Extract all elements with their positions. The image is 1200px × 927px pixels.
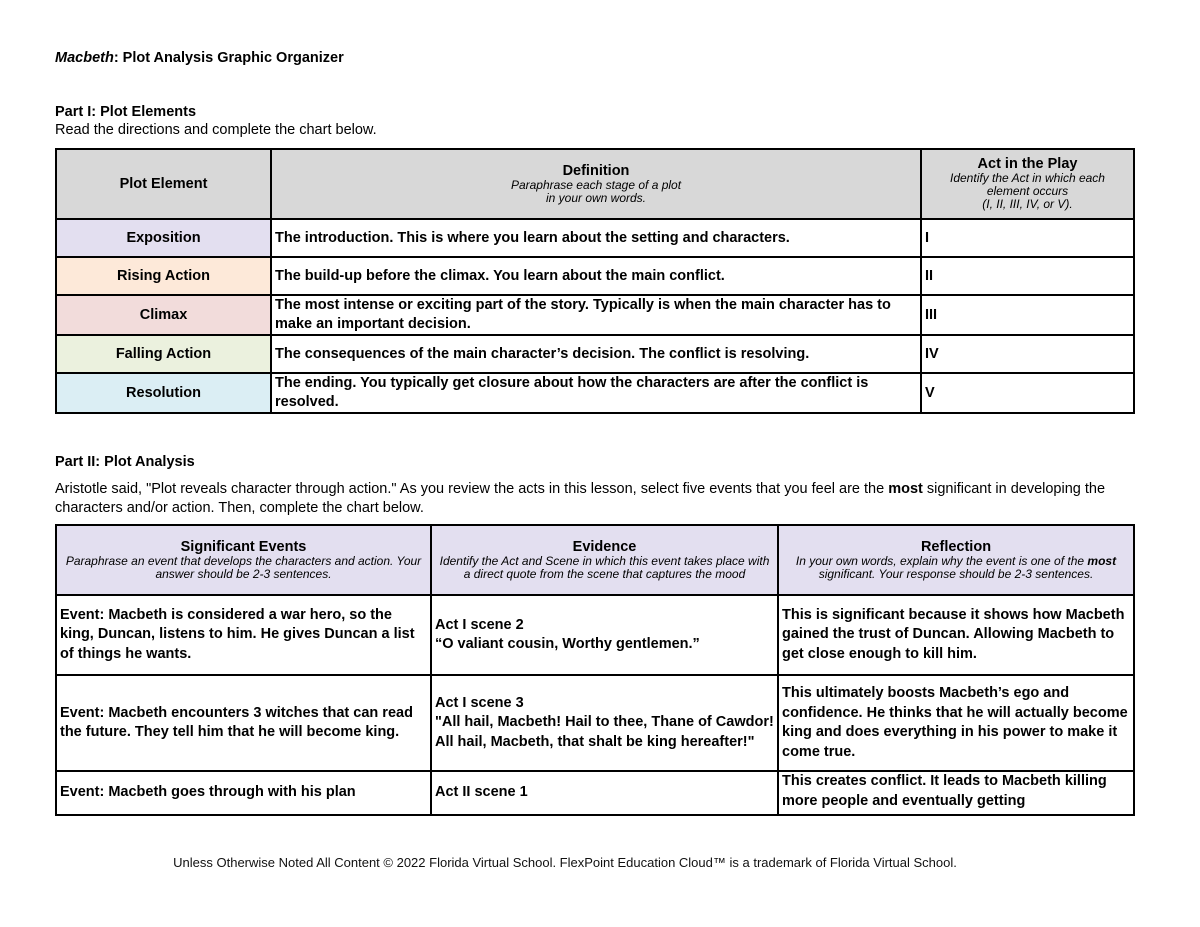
definition-instruction-2: in your own words. xyxy=(545,190,647,205)
evidence-cell[interactable]: Act I scene 2 “O valiant cousin, Worthy gentlemen.” xyxy=(431,595,778,675)
table-row xyxy=(56,675,1134,771)
definition-cell[interactable]: The ending. You typically get closure about how the characters are after the conflict is resolved. xyxy=(271,373,921,413)
table-row xyxy=(56,219,1134,257)
plot-element-cell: Resolution xyxy=(56,373,271,413)
header-evidence: Evidence Identify the Act and Scene in which this event takes place with a direct quote from the scene that captures the mood xyxy=(431,525,778,595)
plot-element-cell: Exposition xyxy=(56,219,271,257)
reflection-cell[interactable]: This ultimately boosts Macbeth’s ego and confidence. He thinks that he will actually become king and does everything in his power to make it come true. xyxy=(778,675,1134,771)
title-rest: : Plot Analysis Graphic Organizer xyxy=(113,50,344,66)
header-act: Act in the Play Identify the Act in which each element occurs (I, II, III, IV, or V). xyxy=(921,149,1134,219)
evidence-cell[interactable]: Act I scene 3 "All hail, Macbeth! Hail to thee, Thane of Cawdor! All hail, Macbeth, that shalt be king hereafter!" xyxy=(431,675,778,771)
reflection-cell[interactable]: This creates conflict. It leads to Macbeth killing more people and eventually getting xyxy=(778,771,1134,815)
plot-element-cell: Rising Action xyxy=(56,257,271,295)
part2-directions: Aristotle said, "Plot reveals character through action." As you review the acts in this lesson, select five events that you feel are the most significant in developing the characters and/or action. Then, complete the chart below. xyxy=(55,481,1106,516)
act-cell[interactable]: I xyxy=(921,219,1134,257)
table-row xyxy=(56,335,1134,373)
event-cell[interactable]: Event: Macbeth is considered a war hero, so the king, Duncan, listens to him. He gives Duncan a list of things he wants. xyxy=(56,595,431,675)
document-title xyxy=(55,50,344,66)
act-instruction-1: Identify the Act in which each xyxy=(950,171,1105,185)
act-instruction-3: (I, II, III, IV, or V). xyxy=(982,197,1073,211)
plot-element-cell: Falling Action xyxy=(56,335,271,373)
part2-heading: Part II: Plot Analysis xyxy=(55,454,195,470)
title-italic: Macbeth xyxy=(55,50,114,66)
part1-heading: Part I: Plot Elements xyxy=(55,104,197,120)
event-cell[interactable]: Event: Macbeth goes through with his plan xyxy=(56,771,431,815)
act-instruction-2: element occurs xyxy=(986,184,1069,198)
plot-element-cell: Climax xyxy=(56,295,271,335)
table-row xyxy=(56,771,1134,815)
table-header-row xyxy=(56,149,1134,219)
definition-cell[interactable]: The most intense or exciting part of the story. Typically is when the main character has to make an important decision. xyxy=(271,295,921,335)
part1-directions: Read the directions and complete the chart below. xyxy=(55,122,377,138)
definition-instruction-1: Paraphrase each stage of a plot xyxy=(510,177,682,192)
event-cell[interactable]: Event: Macbeth encounters 3 witches that can read the future. They tell him that he will become king. xyxy=(56,675,431,771)
directions-emphasis: most xyxy=(888,481,923,497)
table-row xyxy=(56,257,1134,295)
table-row xyxy=(56,373,1134,413)
table-row xyxy=(56,295,1134,335)
act-cell[interactable]: V xyxy=(921,373,1134,413)
definition-cell[interactable]: The build-up before the climax. You learn about the main conflict. xyxy=(271,257,921,295)
act-cell[interactable]: III xyxy=(921,295,1134,335)
act-cell[interactable]: IV xyxy=(921,335,1134,373)
table-header-row xyxy=(56,525,1134,595)
definition-cell[interactable]: The introduction. This is where you learn about the setting and characters. xyxy=(271,219,921,257)
plot-analysis-table xyxy=(55,524,1135,816)
header-significant-events: Significant Events Paraphrase an event that develops the characters and action. Your answer should be 2-3 sentences. xyxy=(56,525,431,595)
table-row xyxy=(56,595,1134,675)
reflection-instruction: In your own words, explain why the event is one of the most significant. Your response should be 2-3 sentences. xyxy=(795,553,1117,581)
act-cell[interactable]: II xyxy=(921,257,1134,295)
events-instruction: Paraphrase an event that develops the characters and action. Your answer should be 2-3 sentences. xyxy=(65,553,422,581)
header-plot-element: Plot Element xyxy=(56,149,271,219)
evidence-instruction: Identify the Act and Scene in which this event takes place with a direct quote from the scene that captures the mood xyxy=(439,553,770,581)
copyright-footer: Unless Otherwise Noted All Content © 2022 Florida Virtual School. FlexPoint Education Cloud™ is a trademark of Florida Virtual School. xyxy=(173,855,957,870)
plot-elements-table xyxy=(55,148,1135,414)
definition-cell[interactable]: The consequences of the main character’s decision. The conflict is resolving. xyxy=(271,335,921,373)
evidence-cell[interactable]: Act II scene 1 xyxy=(431,771,778,815)
reflection-cell[interactable]: This is significant because it shows how Macbeth gained the trust of Duncan. Allowing Macbeth to get close enough to kill him. xyxy=(778,595,1134,675)
header-reflection: Reflection In your own words, explain why the event is one of the most significant. Your response should be 2-3 sentences. xyxy=(778,525,1134,595)
header-definition: Definition Paraphrase each stage of a plot in your own words. xyxy=(271,149,921,219)
